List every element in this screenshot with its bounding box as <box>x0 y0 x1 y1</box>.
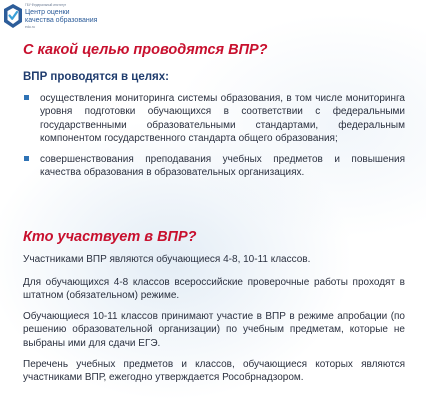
paragraph: Обучающиеся 10-11 классов принимают участие в ВПР в режиме апробации (по решению образовательной организации) по учебным предметам, которые не выбраны ими для сдачи ЕГЭ. <box>23 311 405 349</box>
paragraph: Перечень учебных предметов и классов, обучающиеся которых являются участниками ВПР, ежегодно утверждается Рособрнадзором. <box>23 359 405 384</box>
header <box>3 3 97 33</box>
logo-text <box>25 4 97 30</box>
logo-icon <box>3 3 23 29</box>
list-item <box>23 92 405 146</box>
section1-subtitle: ВПР проводятся в целях: <box>23 71 169 83</box>
paragraph: Для обучающихся 4-8 классов всероссийские проверочные работы проходят в штатном (обязательном) режиме. <box>23 277 405 302</box>
section2-title: Кто участвует в ВПР? <box>23 229 197 245</box>
paragraph: Участниками ВПР являются обучающиеся 4-8, 10-11 классов. <box>23 254 311 265</box>
list-item <box>23 153 405 180</box>
bullet-text: совершенствования преподавания учебных предметов и повышения качества образования в образовательных организациях. <box>40 153 405 179</box>
section1-title: С какой целью проводятся ВПР? <box>23 42 268 58</box>
org-site: edu.ru <box>25 25 35 29</box>
goals-list <box>23 92 405 179</box>
bullet-square-icon <box>24 156 29 161</box>
bullet-text: осуществления мониторинга системы образования, в том числе мониторинга уровня подготовки обучающихся в соответствии с федеральными государственными образовательными стандартами, федеральным компонентом государственного стандарта общего образования; <box>40 93 405 145</box>
org-line2: качества образования <box>25 17 98 24</box>
bullet-square-icon <box>24 95 29 100</box>
org-line1: Центр оценки <box>25 9 70 16</box>
org-super: ГБУ Федеральный институт <box>25 3 67 7</box>
